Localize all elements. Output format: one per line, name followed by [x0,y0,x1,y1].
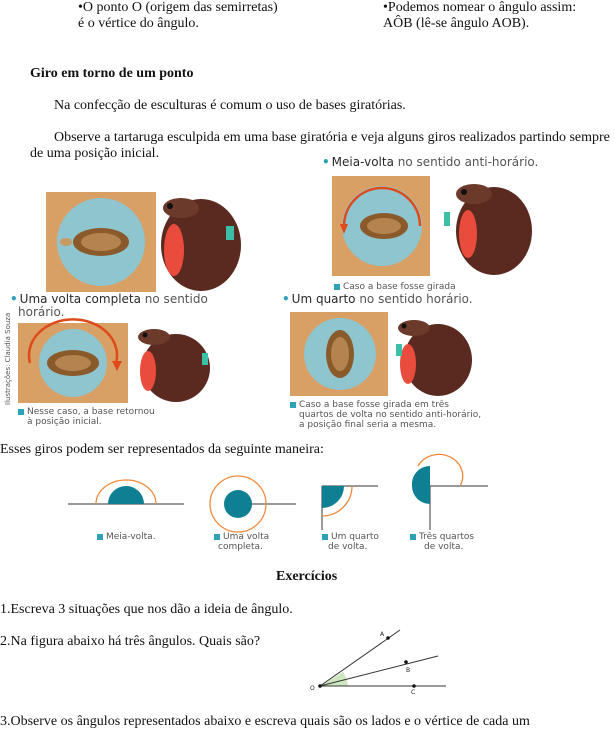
bullet-icon: • [322,155,330,169]
exercise-2: 2.Na figura abaixo há três ângulos. Quais são? [0,634,261,649]
quarter-turn-figure [290,312,480,398]
illustration-credit: Ilustrações: Claudia Souza [4,312,12,405]
point-c [412,684,416,688]
bullet-square-icon [334,284,340,290]
vertex-note-line2: é o vértice do ângulo. [78,16,199,31]
label-half-turn: Meia-volta. [97,532,156,542]
label-full-turn: Uma volta completa. [214,532,269,552]
naming-note-line1: •Podemos nomear o ângulo assim: [383,0,577,15]
quarter-turn-caption: Caso a base fosse girada em três quartos de volta no sentido anti-horário, a posição final seria a mesma. [290,400,481,430]
three-quarter-turn-diagram [412,454,488,530]
full-turn-caption: Nesse caso, a base retornou à posição inicial. [18,407,155,427]
label-a: A [380,631,385,638]
paragraph-2-line2: de uma posição inicial. [30,146,160,161]
large-turtle-icon [161,198,241,291]
half-turn-caption: Caso a base fosse girada [334,282,456,292]
half-turn-title [322,156,538,169]
exercise-3: 3.Observe os ângulos representados abaixo e escreva quais são os lados e o vértice de cada um [0,714,530,729]
representation-intro: Esses giros podem ser representados da seguinte maneira: [0,442,324,457]
quarter-turn-diagram [322,486,378,530]
label-three-quarter-turn: Três quartos de volta. [410,532,474,552]
label-o: O [310,685,315,692]
large-turtle-icon [138,329,210,402]
half-turn-rest: no sentido anti-horário. [393,155,539,169]
naming-note-line2: AÔB (lê-se ângulo AOB). [383,16,530,31]
half-turn-diagram [68,480,184,504]
full-turn-figure [18,323,218,405]
point-b [404,660,408,664]
point-a [386,636,390,640]
half-turn-bold: Meia-volta [331,155,394,169]
paragraph-1: Na confecção de esculturas é comum o uso de bases giratórias. [54,98,406,113]
initial-position-figure [46,190,261,295]
label-quarter-turn: Um quarto de volta. [322,532,379,552]
vertex-note [78,0,278,32]
large-turtle-icon [444,184,532,275]
vertex-note-line1: •O ponto O (origem das semirretas) [78,0,278,15]
large-turtle-icon [396,320,472,396]
full-turn-diagram [210,476,296,532]
paragraph-2-line1: Observe a tartaruga esculpida em uma base giratória e veja alguns giros realizados partindo sempre [54,130,610,145]
angles-figure [308,628,453,694]
label-b: B [406,667,411,674]
naming-note [383,0,576,32]
exercise-1: 1.Escreva 3 situações que nos dão a ideia de ângulo. [0,602,293,617]
point-o [318,684,322,688]
label-c: C [411,689,416,696]
full-turn-title: • Uma volta completa no sentido horário. [10,292,208,319]
exercises-title: Exercícios [276,569,338,584]
section-title: Giro em torno de um ponto [30,66,194,81]
half-turn-figure [332,176,544,281]
turn-diagrams [68,470,558,530]
quarter-turn-title: • Um quarto no sentido horário. [282,292,473,306]
